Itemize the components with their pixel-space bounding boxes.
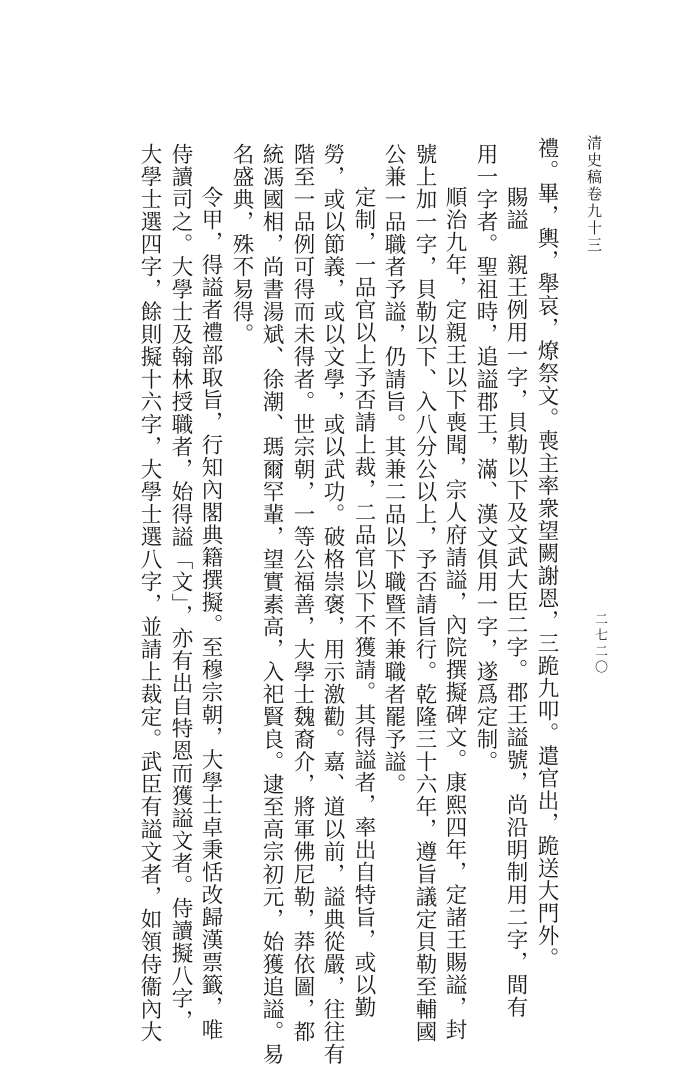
text-column-14: 大學士選四字，餘則擬十六字，大學士選八字，並請上裁定。武臣有謚文者，如領侍衞內大 xyxy=(137,143,162,1043)
text-column-5: 號上加一字，貝勒以下、入八分公以上，予否請旨行。乾隆三十六年，遵旨議定貝勒至輔國 xyxy=(412,143,437,1043)
text-column-7: 定制，一品官以上予否請上裁，二品官以下不獲請。其得謚者，率出自特旨，或以勤 xyxy=(351,186,376,1019)
text-column-11: 名盛典，殊不易得。 xyxy=(229,143,254,346)
text-column-3: 用一字者。聖祖時，追謚郡王，滿、漢文俱用一字，遂爲定制。 xyxy=(473,143,498,773)
text-column-13: 侍讀司之。大學士及翰林授職者，始得謚「文」，亦有出自特恩而獲謚文者。侍讀擬八字， xyxy=(168,143,193,1033)
text-column-9: 階至一品例可得而未得者。世宗朝，一等公福善，大學士魏裔介，將軍佛尼勒，莽依圖，都 xyxy=(290,143,315,1043)
text-column-10: 統馮國相，尚書湯斌、徐潮、瑪爾罕輩，望實素高，入祀賢良。逮至高宗初元，始獲追謚。易 xyxy=(259,143,284,1066)
text-column-12: 令甲，得謚者禮部取旨，行知內閣典籍撰擬。至穆宗朝，大學士卓秉恬改歸漢票籤，唯 xyxy=(198,186,223,1041)
text-column-6: 公兼一品職者予謚，仍請旨。其兼二品以下職暨不兼職者罷予謚。 xyxy=(381,143,406,796)
page-number: 二七二〇 xyxy=(592,612,607,676)
text-column-2: 賜謚 親王例用一字，貝勒以下及文武大臣二字。郡王謚號，尚沿明制用二字，間有 xyxy=(503,186,528,1019)
text-column-1: 禮。畢，輿，舉哀，燎祭文。喪主率衆望闕謝恩，三跪九叩。遣官出，跪送大門外。 xyxy=(534,137,559,970)
text-column-8: 勞，或以節義，或以文學，或以武功。破格崇褒，用示激勸。嘉、道以前，謚典從嚴，往往有 xyxy=(320,143,345,1066)
book-title: 清史稿卷九十三 xyxy=(585,135,603,254)
text-column-4: 順治九年，定親王以下喪聞，宗人府請謚，內院撰擬碑文。康熙四年，定諸王賜謚，封 xyxy=(442,186,467,1041)
